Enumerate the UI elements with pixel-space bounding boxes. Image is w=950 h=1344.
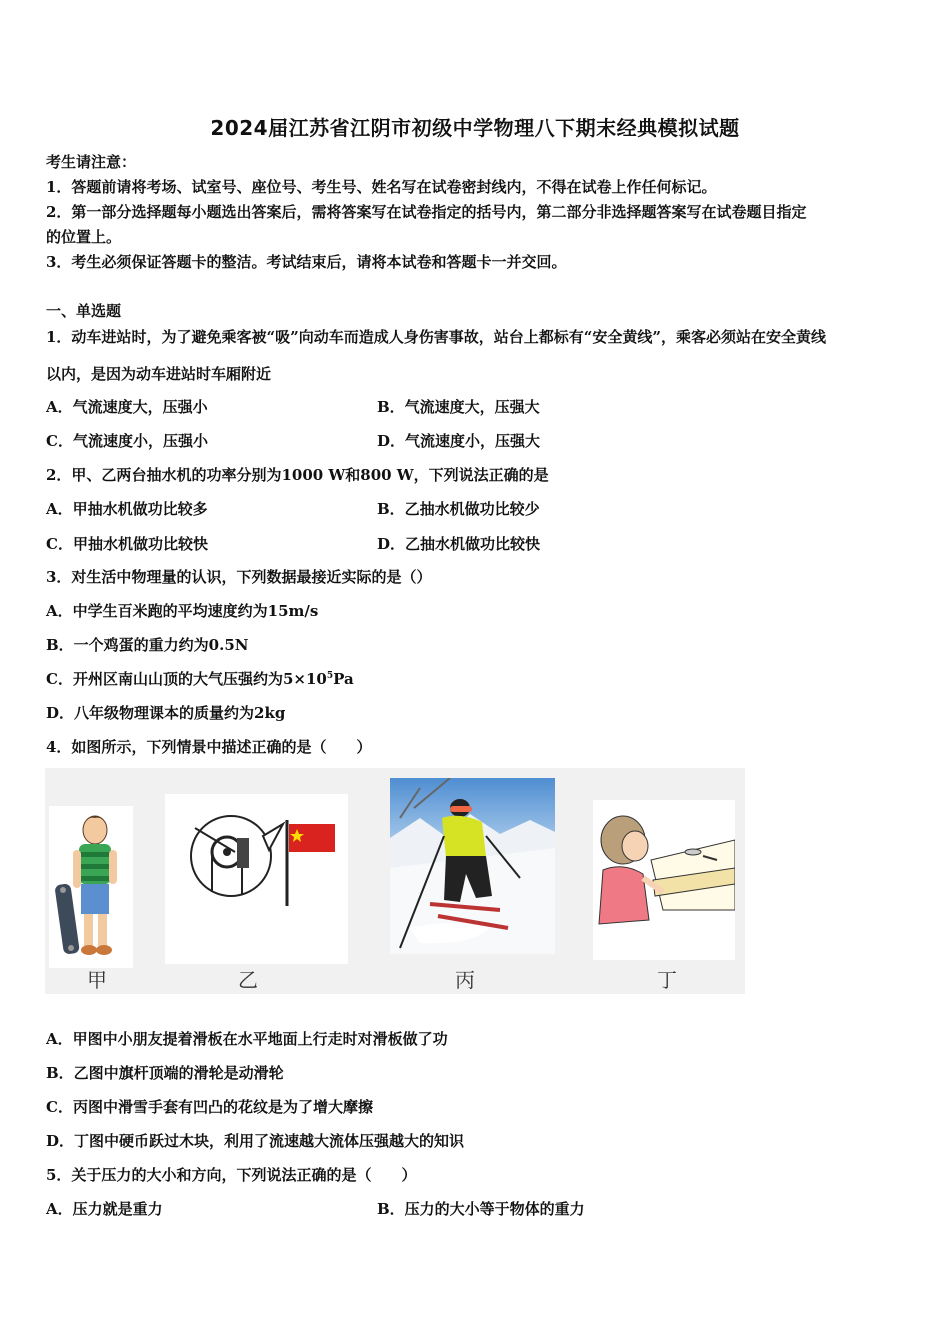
- q2-stem: 2．甲、乙两台抽水机的功率分别为1000 W和800 W，下列说法正确的是: [46, 466, 549, 484]
- q1-option-c: C．气流速度小，压强小: [46, 432, 208, 450]
- q4-option-c: C．丙图中滑雪手套有凹凸的花纹是为了增大摩擦: [46, 1098, 373, 1116]
- q3-option-b: B．一个鸡蛋的重力约为0.5N: [46, 636, 249, 654]
- q4-option-d: D．丁图中硬币跃过木块，利用了流速越大流体压强越大的知识: [46, 1132, 465, 1150]
- q4-stem: 4．如图所示，下列情景中描述正确的是（ ）: [46, 738, 372, 756]
- q5-option-a: A．压力就是重力: [46, 1200, 163, 1218]
- page-title: 2024届江苏省江阴市初级中学物理八下期末经典模拟试题: [210, 116, 740, 140]
- notice-heading: 考生请注意：: [46, 153, 137, 171]
- coin-jump-experiment-illustration: [593, 800, 735, 960]
- figure-caption-ding: 丁: [657, 968, 677, 992]
- q4-option-b: B．乙图中旗杆顶端的滑轮是动滑轮: [46, 1064, 284, 1082]
- q1-option-a: A．气流速度大，压强小: [46, 398, 208, 416]
- q3-option-c-text: C．开州区南山山顶的大气压强约为5×10: [46, 670, 327, 688]
- q3-option-c-unit: Pa: [333, 670, 354, 688]
- q1-stem-line1: 1．动车进站时，为了避免乘客被“吸”向动车而造成人身伤害事故，站台上都标有“安全黄线”，乘客必须站在安全黄线: [46, 328, 826, 346]
- q2-option-d: D．乙抽水机做功比较快: [377, 535, 541, 553]
- notice-item-3: 3．考生必须保证答题卡的整洁。考试结束后，请将本试卷和答题卡一并交回。: [46, 253, 567, 271]
- q2-option-a: A．甲抽水机做功比较多: [46, 500, 208, 518]
- boy-with-skateboard-illustration: [49, 806, 133, 968]
- figure-caption-yi: 乙: [238, 968, 258, 992]
- notice-item-1: 1．答题前请将考场、试室号、座位号、考生号、姓名写在试卷密封线内，不得在试卷上作任何标记。: [46, 178, 717, 196]
- figure-jia-panel: [49, 806, 133, 968]
- figure-yi-panel: [165, 794, 348, 964]
- q1-stem-line2: 以内，是因为动车进站时车厢附近: [46, 365, 272, 383]
- q4-figure: [45, 768, 745, 994]
- q1-option-b: B．气流速度大，压强大: [377, 398, 540, 416]
- q3-stem: 3．对生活中物理量的认识，下列数据最接近实际的是（）: [46, 568, 432, 586]
- q2-option-b: B．乙抽水机做功比较少: [377, 500, 540, 518]
- q1-option-d: D．气流速度小，压强大: [377, 432, 541, 450]
- q5-option-b: B．压力的大小等于物体的重力: [377, 1200, 585, 1218]
- q4-option-a: A．甲图中小朋友提着滑板在水平地面上行走时对滑板做了功: [46, 1030, 448, 1048]
- figure-caption-jia: 甲: [87, 968, 107, 992]
- notice-item-2: 2．第一部分选择题每小题选出答案后，需将答案写在试卷指定的括号内，第二部分非选择题答案写在试卷题目指定: [46, 203, 807, 221]
- figure-bing-panel: [390, 778, 555, 954]
- flagpole-pulley-illustration: [165, 794, 348, 964]
- skier-photo: [390, 778, 555, 954]
- notice-item-2-cont: 的位置上。: [46, 228, 122, 246]
- figure-ding-panel: [593, 800, 735, 960]
- q5-stem: 5．关于压力的大小和方向，下列说法正确的是（ ）: [46, 1166, 417, 1184]
- q3-option-d: D．八年级物理课本的质量约为2kg: [46, 704, 286, 722]
- figure-caption-bing: 丙: [455, 968, 475, 992]
- section-heading: 一、单选题: [46, 302, 122, 320]
- q3-option-a: A．中学生百米跑的平均速度约为15m/s: [46, 602, 319, 620]
- q2-option-c: C．甲抽水机做功比较快: [46, 535, 208, 553]
- q3-option-c-exponent: 5: [326, 671, 334, 681]
- q3-option-c: [46, 669, 354, 689]
